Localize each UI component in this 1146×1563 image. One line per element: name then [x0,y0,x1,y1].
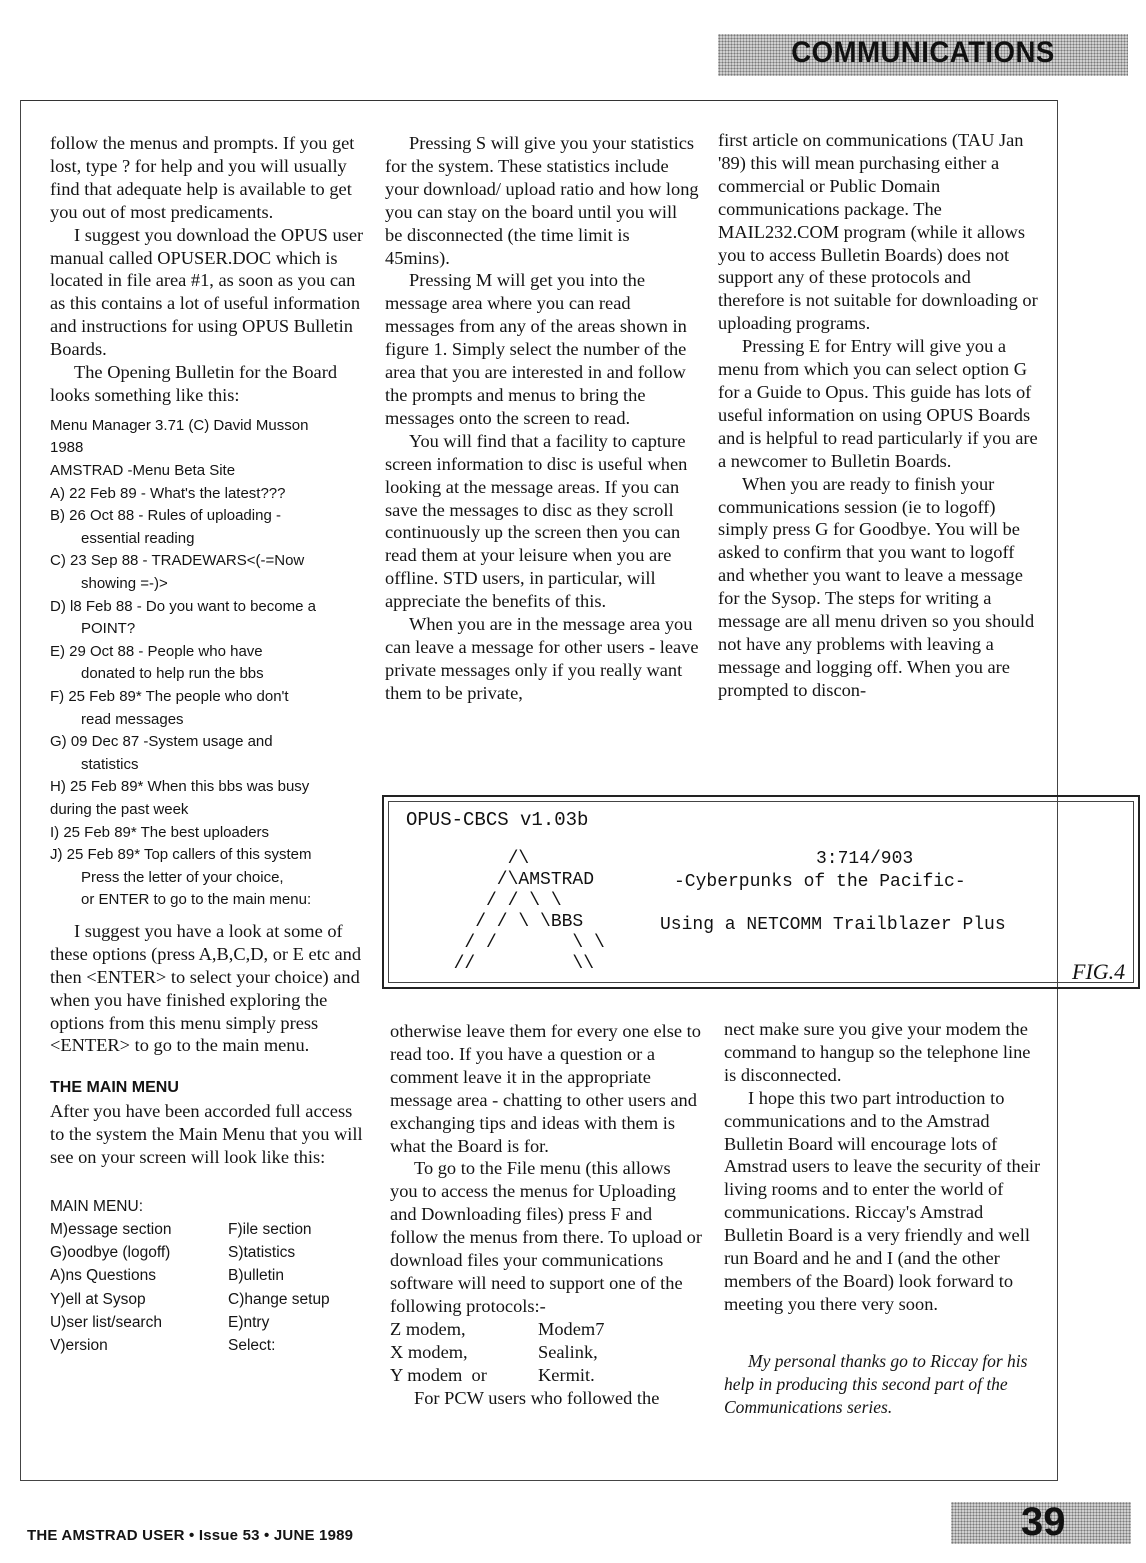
issue-number: Issue 53 [198,1527,260,1544]
bulletin-line: or ENTER to go to the main menu: [81,891,312,909]
bulletin-line: H) 25 Feb 89* When this bbs was busy [50,778,310,796]
figure-modem-line: Using a NETCOMM Trailblazer Plus [660,915,1006,935]
paragraph: When you are ready to finish your communications session (ie to logoff) simply press G for Goodbye. You will be asked to confirm that you want to logoff and whether you want to leave a message for the Sysop. The steps for writing a message are all menu driven so you should not have any problems with leaving a message and logging off. When you are prompted to discon- [718,473,1035,700]
section-heading: THE MAIN MENU [50,1079,179,1097]
paragraph: The Opening Bulletin for the Board looks something like this: [50,362,338,405]
protocol-item: Z modem, [390,1318,466,1339]
frame-right-rule [1057,100,1058,1480]
figure-ascii-logo: /\ /\AMSTRAD / / \ \ / / \ \BBS / / \ \ // \\ [453,849,605,974]
paragraph: I hope this two part introduction to communications and to the Amstrad Bulletin Board will encourage lots of Amstrad users to leave the security of their living rooms and to enter the world of communications. Riccay's Amstrad Bulletin Board is a very friendly and well run Board and he and I (and the other members of the Board) look forward to meeting you there very soon. [724,1087,1041,1314]
section-header-band [718,34,1128,76]
bulletin-line: Press the letter of your choice, [81,868,284,886]
bulletin-line: POINT? [81,620,136,638]
protocol-list [390,1318,702,1387]
main-menu-title: MAIN MENU: [50,1198,143,1215]
bulletin-line: showing =-)> [81,575,168,593]
paragraph: For PCW users who followed the [414,1387,660,1408]
footer-separator: • [264,1527,274,1544]
figure-label: FIG.4 [1072,959,1126,984]
column-2-lower [390,1020,702,1409]
paragraph: Pressing E for Entry will give you a menu from which you can select option G for a Guide to Opus. This guide has lots of useful information on using OPUS Boards and is helpful to read particularly if you are a newcomer to Bulletin Boards. [718,336,1038,471]
paragraph: Pressing M will get you into the message area where you can read messages from any of the areas shown in figure 1. Simply select the number of the area that you are interested in and follow the prompts and menus to bring the messages onto the screen to read. [385,270,687,428]
menu-item: E)ntry [228,1313,270,1331]
paragraph: follow the menus and prompts. If you get lost, type ? for help and you will usually find that adequate help is available to get you out of most predicaments. [50,133,355,222]
section-title: COMMUNICATIONS [791,36,1055,69]
bulletin-line: C) 23 Sep 88 - TRADEWARS<(-=Now [50,552,305,570]
page-footer [27,1527,353,1544]
protocol-item: Y modem or [390,1364,487,1385]
bulletin-line: D) l8 Feb 88 - Do you want to become a [50,597,316,615]
frame-left-rule [20,100,21,1480]
logo-top-label: AMSTRAD [518,870,595,890]
column-3-lower [724,1018,1042,1419]
paragraph: Pressing S will give you your statistics for the system. These statistics include your download/ upload ratio and how long you can stay on the board until you will be disconnected (the time limit is 45mins). [385,133,699,268]
bulletin-line: essential reading [81,529,195,547]
paragraph: first article on communications (TAU Jan '89) this will mean purchasing either a commercial or Public Domain communications package. The MAIL232.COM program (while it allows you to access Bulletin Boards) does not support any of these protocols and therefore is not suitable for downloading or uploading programs. [718,130,1038,334]
bulletin-line: B) 26 Oct 88 - Rules of uploading - [50,507,281,525]
protocol-item: X modem, [390,1341,468,1362]
column-1 [50,132,368,1357]
frame-top-rule [20,100,1058,101]
menu-item: B)ulletin [228,1267,284,1285]
paragraph: otherwise leave them for every one else to read too. If you have a question or a comment leave it in the appropriate message area - chatting to other users and exchanging tips and ideas with them is what the Board is for. [390,1021,701,1156]
bulletin-line: read messages [81,710,184,728]
column-3-upper [718,129,1038,702]
figure-4-screen [382,795,1140,989]
menu-item: Select: [228,1337,276,1355]
main-menu-list [50,1218,368,1357]
issue-date: JUNE 1989 [273,1527,354,1544]
paragraph: When you are in the message area you can leave a message for other users - leave private messages only if you really want them to be private, [385,614,699,703]
bulletin-line: 1988 [50,439,84,457]
menu-item: F)ile section [228,1221,312,1238]
page-number: 39 [1021,1500,1066,1544]
paragraph: To go to the File menu (this allows you to access the menus for Uploading and Downloading files) press F and follow the menus from there. To upload or download files your communications software will need to support one of the following protocols:- [390,1158,702,1316]
bulletin-line: J) 25 Feb 89* Top callers of this system [50,846,312,864]
menu-item: S)tatistics [228,1244,296,1262]
bulletin-line: statistics [81,755,139,773]
menu-item: Y)ell at Sysop [50,1290,146,1308]
footer-separator: • [189,1527,199,1544]
figure-tagline: -Cyberpunks of the Pacific- [674,872,966,892]
menu-item: M)essage section [50,1221,172,1238]
bulletin-line: G) 09 Dec 87 -System usage and [50,733,273,751]
logo-bottom-label: BBS [550,912,584,932]
paragraph: nect make sure you give your modem the command to hangup so the telephone line is disconnected. [724,1019,1031,1085]
protocol-item: Sealink, [538,1341,598,1362]
column-2-upper [385,132,699,705]
bulletin-line: F) 25 Feb 89* The people who don't [50,688,289,705]
bulletin-line: E) 29 Oct 88 - People who have [50,642,263,660]
menu-item: G)oodbye (logoff) [50,1244,171,1262]
menu-item: V)ersion [50,1337,108,1355]
page-number-band [951,1502,1131,1544]
paragraph: You will find that a facility to capture screen information to disc is useful when looking at the message areas. If you can save the messages to disc as they scroll continuously up the screen then you can read them at your leisure when you are offline. STD users, in particular, will appreciate the benefits of this. [385,430,688,612]
menu-item: C)hange setup [228,1290,330,1308]
bulletin-line: I) 25 Feb 89* The best uploaders [50,823,270,841]
opening-bulletin [50,415,368,912]
paragraph: After you have been accorded full access to the system the Main Menu that you will see on your screen will look like this: [50,1101,363,1168]
protocol-item: Kermit. [538,1364,595,1385]
bulletin-line: during the past week [50,800,189,818]
menu-item: U)ser list/search [50,1313,162,1331]
frame-bottom-rule [20,1480,1058,1481]
figure-title: OPUS-CBCS v1.03b [406,809,589,831]
protocol-item: Modem7 [538,1318,605,1339]
bulletin-line: Menu Manager 3.71 (C) David Musson [50,416,309,434]
menu-item: A)ns Questions [50,1267,156,1285]
acknowledgement: My personal thanks go to Riccay for his help in producing this second part of the Communications series. [724,1350,1028,1417]
figure-node-address: 3:714/903 [816,849,914,869]
bulletin-line: donated to help run the bbs [81,665,264,683]
bulletin-line: AMSTRAD -Menu Beta Site [50,462,236,480]
publication-name: THE AMSTRAD USER [27,1527,185,1544]
paragraph: I suggest you download the OPUS user manual called OPUSER.DOC which is located in file area #1, as soon as you can as this contains a lot of useful information and instructions for using OPUS Bulletin Boards. [50,224,364,360]
paragraph: I suggest you have a look at some of these options (press A,B,C,D, or E etc and then <ENTER> to select your choice) and when you have finished exploring the options from this menu simply press <ENTER> to go to the main menu. [50,920,362,1056]
bulletin-line: A) 22 Feb 89 - What's the latest??? [50,484,286,502]
